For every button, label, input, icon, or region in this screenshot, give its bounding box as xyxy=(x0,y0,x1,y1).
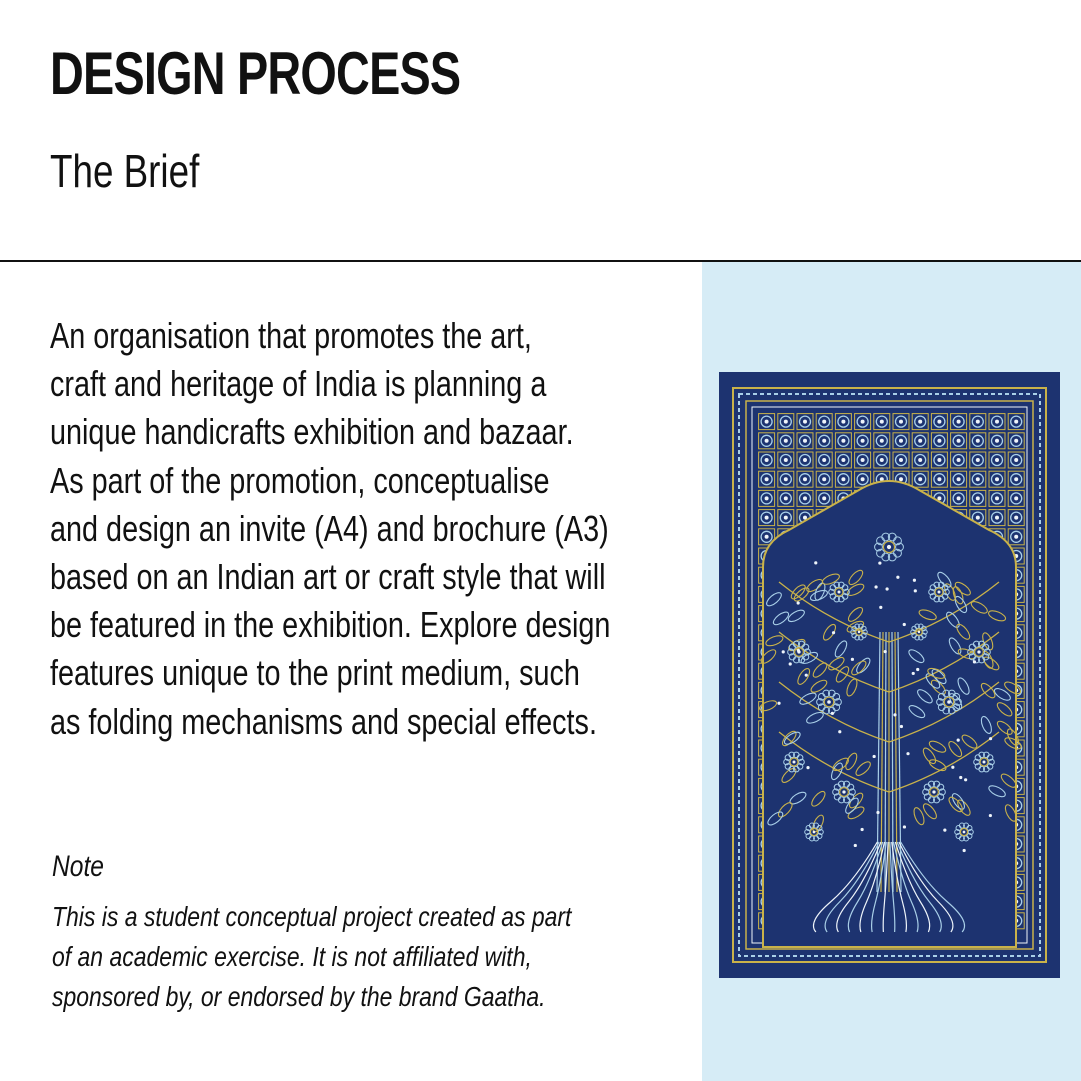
page-subtitle: The Brief xyxy=(50,145,200,197)
note-title: Note xyxy=(52,850,104,883)
note-line: sponsored by, or endorsed by the brand Gaatha. xyxy=(52,981,546,1012)
brief-line: An organisation that promotes the art, xyxy=(50,315,532,356)
brief-line: craft and heritage of India is planning a xyxy=(50,363,547,405)
note-line: This is a student conceptual project created as part xyxy=(52,901,572,932)
brief-line: and design an invite (A4) and brochure (A3) xyxy=(50,507,609,549)
brief-line: based on an Indian art or craft style that will xyxy=(50,556,606,598)
brief-line: unique handicrafts exhibition and bazaar. xyxy=(50,411,574,453)
page-title: DESIGN PROCESS xyxy=(50,40,461,107)
brief-line: As part of the promotion, conceptualise xyxy=(50,459,550,501)
note-text xyxy=(52,897,692,1017)
brief-line: features unique to the print medium, such xyxy=(50,652,580,694)
brief-text xyxy=(50,312,690,746)
brief-line: as folding mechanisms and special effects. xyxy=(50,700,597,742)
brief-line: be featured in the exhibition. Explore design xyxy=(50,604,611,646)
note-line: of an academic exercise. It is not affiliated with, xyxy=(52,941,532,972)
tree-of-life-artwork-icon xyxy=(719,372,1060,978)
